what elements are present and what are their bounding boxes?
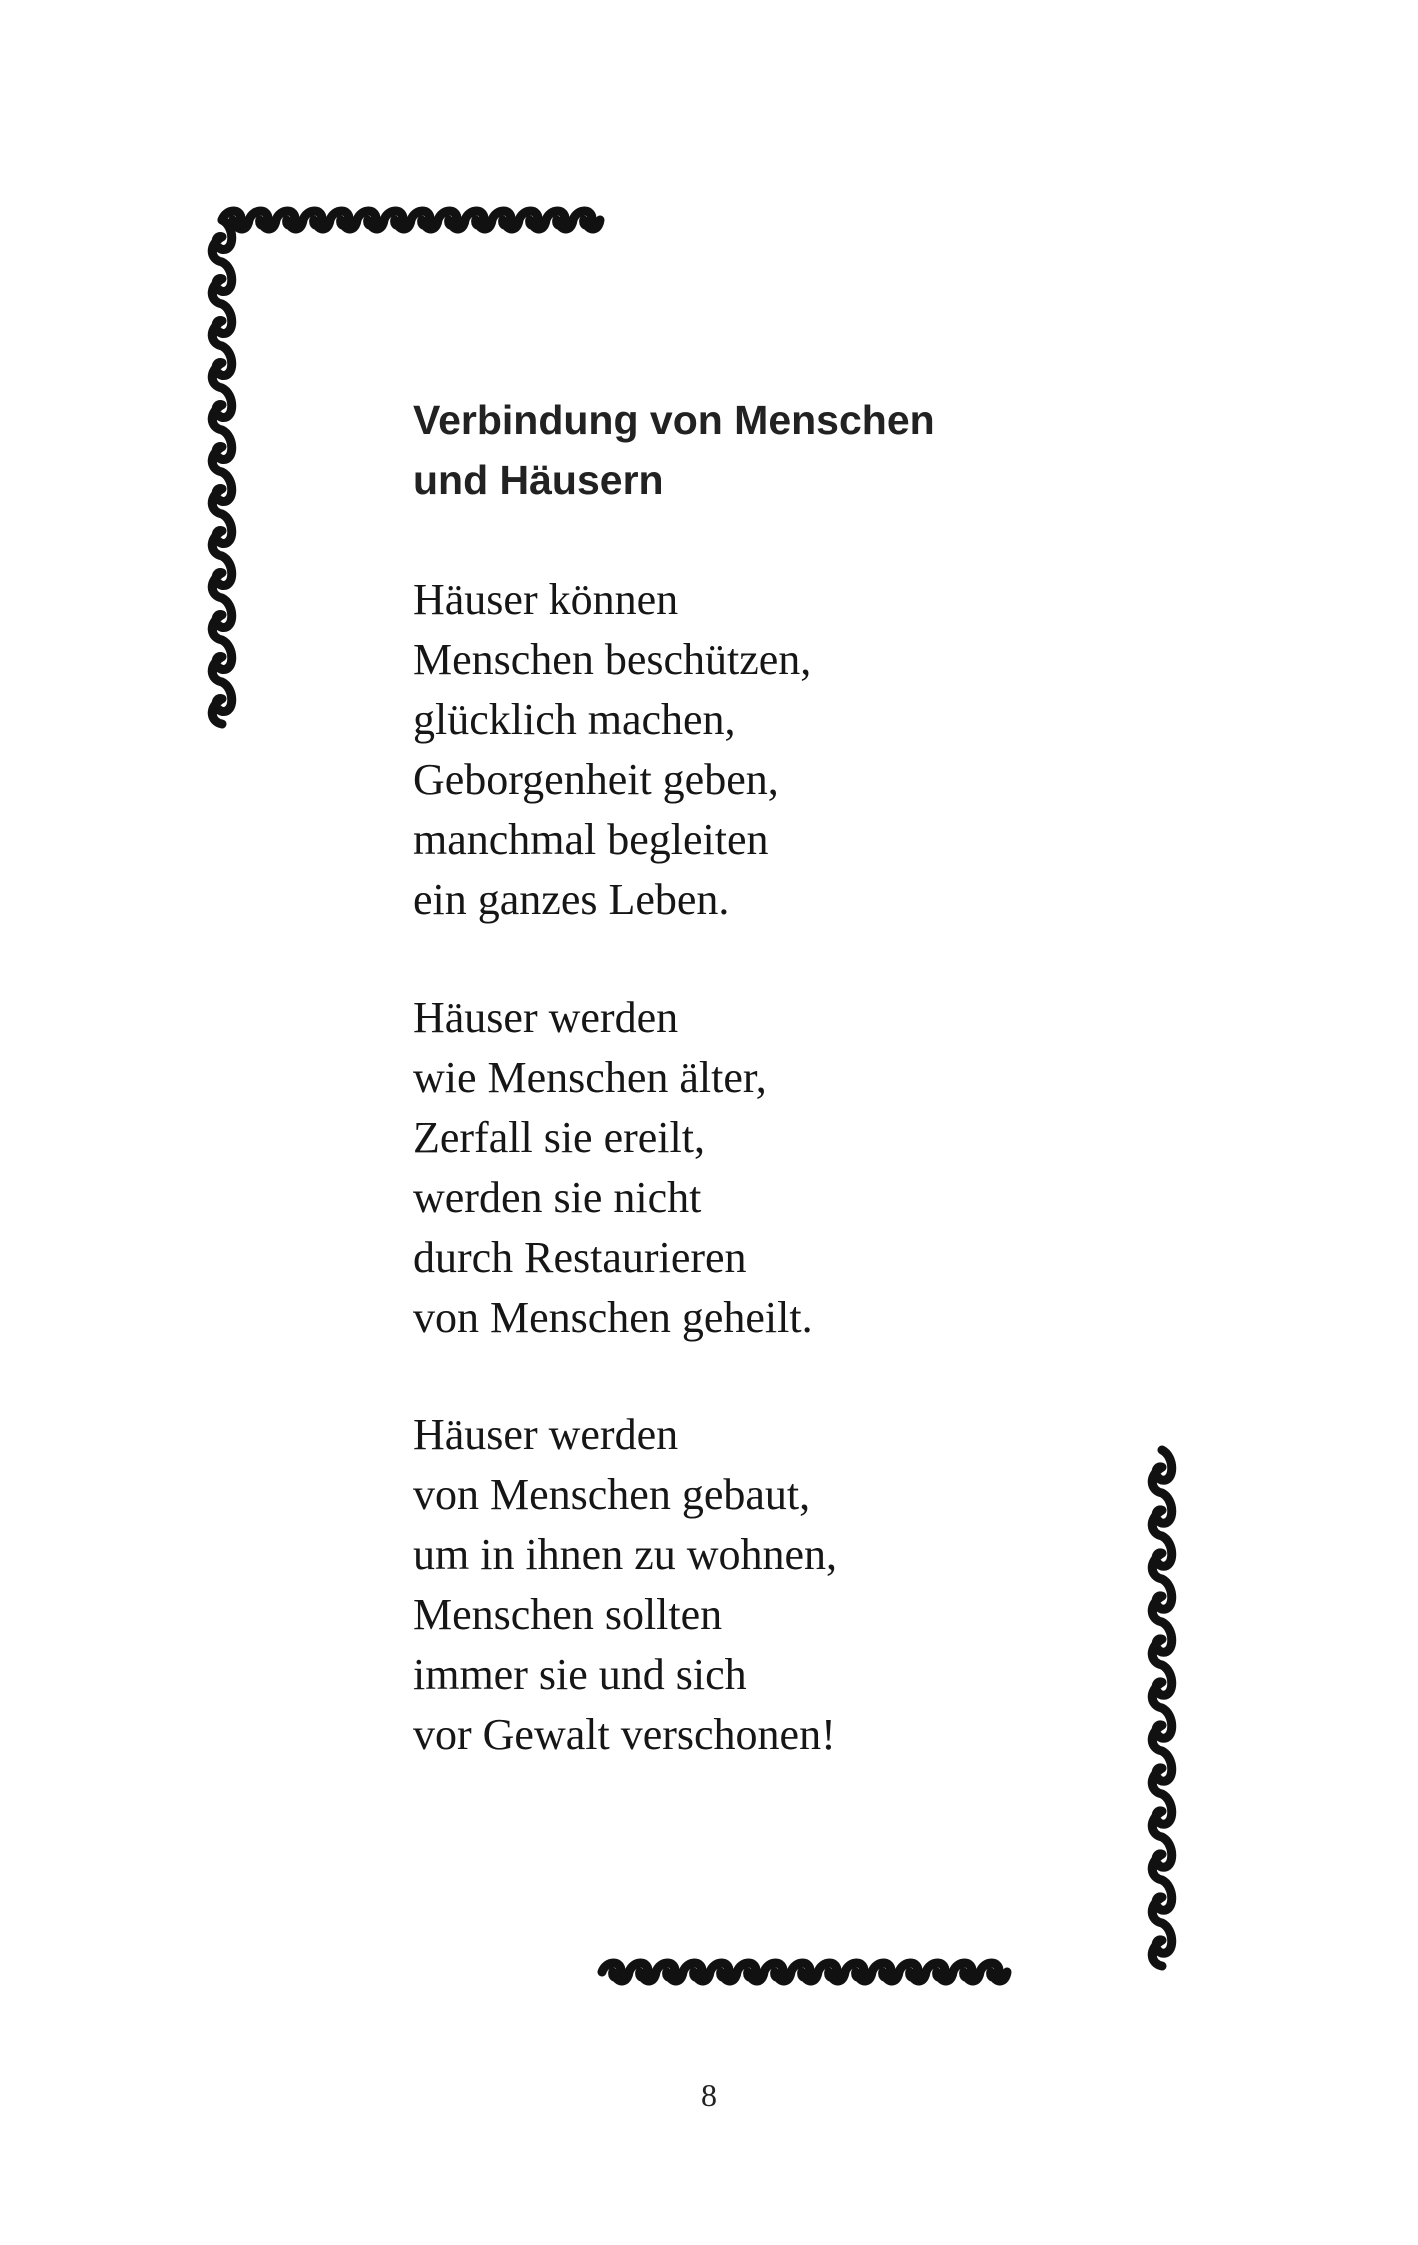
verse-line: Häuser werden (413, 1410, 679, 1459)
wave-scroll-segment (602, 1963, 1007, 1981)
verse-line: glücklich machen, (413, 695, 736, 744)
verse-line: von Menschen gebaut, (413, 1470, 811, 1519)
verse-line: Geborgenheit geben, (413, 755, 779, 804)
poem-title-line: und Häusern (413, 457, 664, 503)
verse-line: durch Restaurieren (413, 1233, 747, 1282)
verse-line: Zerfall sie ereilt, (413, 1113, 705, 1162)
verse-line: Menschen sollten (413, 1590, 723, 1639)
stanza (413, 1405, 837, 1765)
verse-line: wie Menschen älter, (413, 1053, 767, 1102)
verse-line: vor Gewalt verschonen! (413, 1710, 836, 1759)
wave-scroll-segment (222, 211, 600, 229)
verse-line: Menschen beschützen, (413, 635, 812, 684)
stanza (413, 570, 811, 930)
verse-line: von Menschen geheilt. (413, 1293, 813, 1342)
stanza (413, 988, 813, 1348)
page-number: 8 (701, 2077, 717, 2113)
verse-line: immer sie und sich (413, 1650, 747, 1699)
verse-line: werden sie nicht (413, 1173, 702, 1222)
verse-line: manchmal begleiten (413, 815, 769, 864)
verse-line: um in ihnen zu wohnen, (413, 1530, 838, 1579)
poem-title (413, 390, 935, 510)
poem-title-line: Verbindung von Menschen (413, 397, 935, 443)
verse-line: Häuser können (413, 575, 679, 624)
verse-line: Häuser werden (413, 993, 679, 1042)
wave-scroll-segment (212, 220, 232, 724)
wave-scroll-segment (1152, 1450, 1172, 1966)
verse-line: ein ganzes Leben. (413, 875, 730, 924)
